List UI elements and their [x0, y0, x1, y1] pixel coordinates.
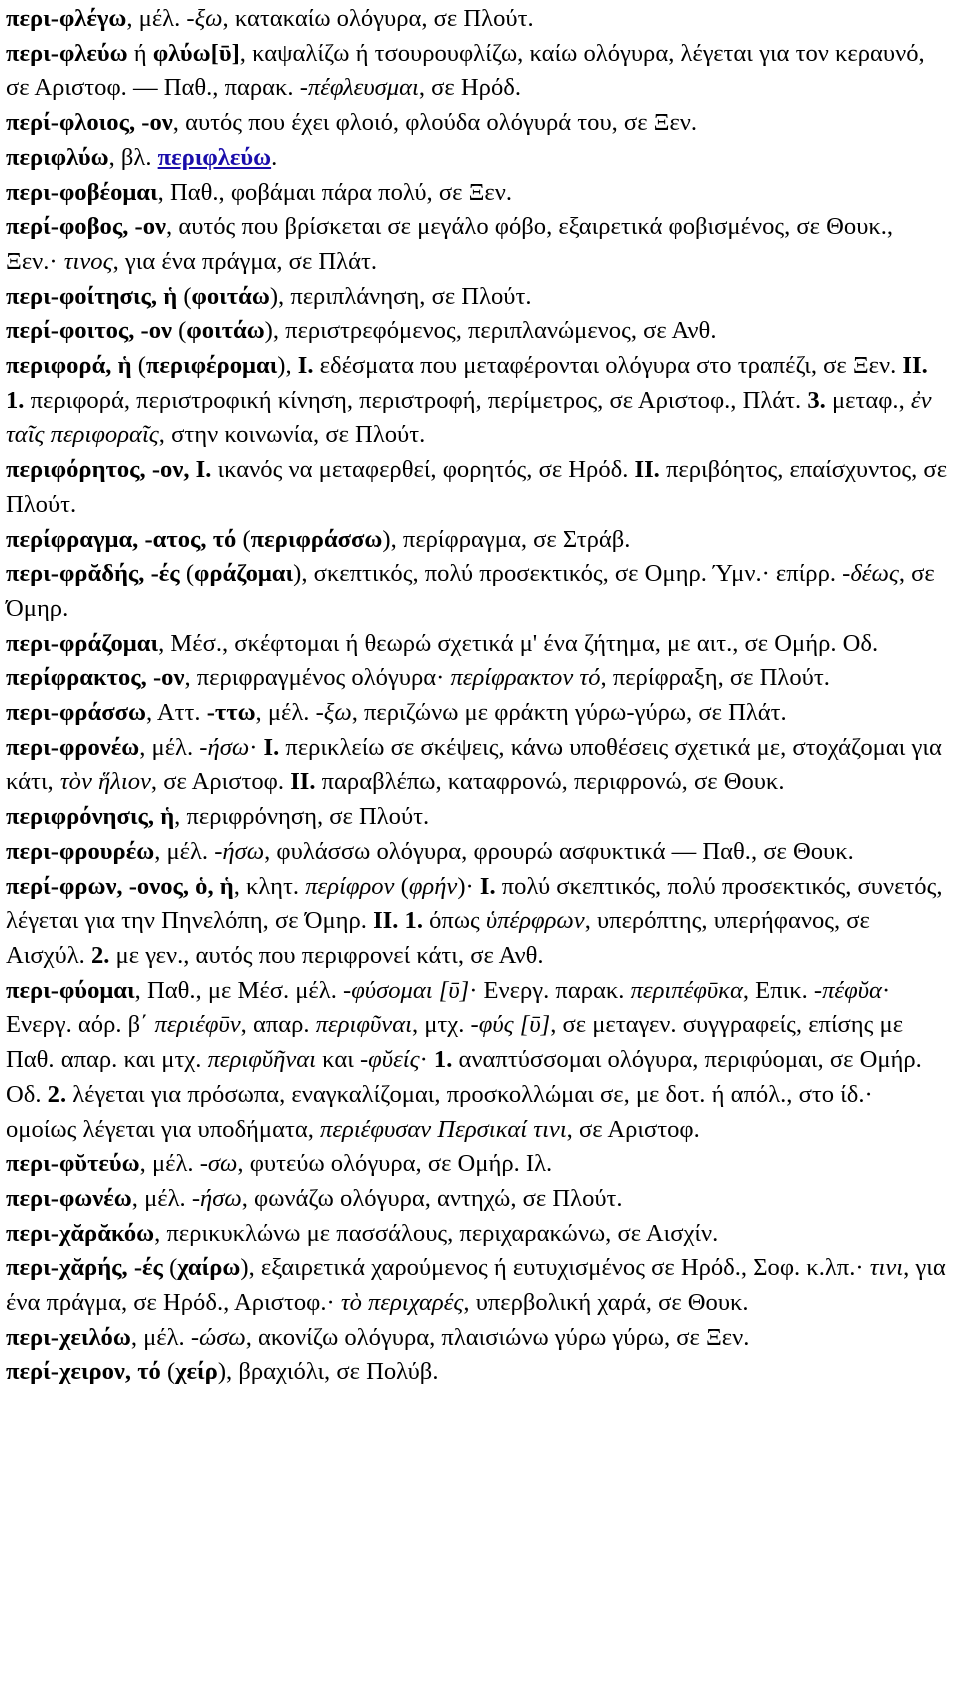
dictionary-entry	[6, 835, 948, 870]
headword-or-bold-text: περιφέρομαι	[145, 352, 278, 380]
definition-text: περιβόητος, επαίσχυντος, σε Πλούτ.	[6, 456, 948, 518]
definition-text: , περιφραγμένος ολόγυρα·	[184, 664, 451, 692]
italic-form-text: περίφρακτον τό	[450, 664, 601, 692]
definition-text: , περιφρόνηση, σε Πλούτ.	[174, 803, 430, 831]
headword-or-bold-text: περι-φωνέω	[6, 1184, 132, 1212]
dictionary-entry	[6, 1217, 948, 1252]
definition-text: , απαρ.	[240, 1011, 316, 1039]
dictionary-entry	[6, 1182, 948, 1217]
italic-form-text: περιέφυσαν Περσικαί τινι	[320, 1115, 567, 1143]
definition-text: .	[271, 143, 278, 171]
headword-or-bold-text: II. 1.	[373, 907, 423, 935]
italic-form-text: περιέφῡν	[154, 1011, 241, 1039]
italic-form-text: -ώσω	[190, 1323, 246, 1351]
definition-text: , Αττ.	[145, 699, 207, 727]
headword-or-bold-text: περι-χᾰρᾰκόω	[6, 1219, 155, 1247]
headword-or-bold-text: χείρ	[175, 1358, 218, 1386]
definition-text: (	[172, 317, 187, 345]
definition-text: , σε Αριστοφ.	[566, 1115, 700, 1143]
definition-text: , για ένα πράγμα, σε Ηρόδ., Αριστοφ.·	[6, 1254, 946, 1317]
definition-text: , βλ.	[108, 143, 158, 171]
headword-or-bold-text: περι-χᾰρής, -ές	[6, 1254, 163, 1282]
italic-form-text: -ήσω	[199, 733, 250, 761]
italic-form-text: ὑπέρφρων	[485, 907, 585, 935]
definition-text: ικανός να μεταφερθεί, φορητός, σε Ηρόδ.	[211, 456, 635, 484]
definition-text: (	[179, 560, 195, 588]
definition-text: )·	[457, 872, 480, 900]
headword-or-bold-text: περι-φρᾰδής, -ές	[6, 560, 180, 588]
definition-text: , μτχ.	[411, 1011, 471, 1039]
definition-text: , υπερόπτης, υπερήφανος, σε Αισχύλ.	[6, 907, 870, 969]
italic-form-text: περιφῠῆναι	[207, 1046, 316, 1074]
definition-text: μεταφ.,	[825, 386, 911, 414]
dictionary-entry	[6, 1355, 948, 1390]
italic-form-text: τινι	[869, 1254, 904, 1282]
headword-or-bold-text: φοιτάω	[191, 282, 270, 310]
headword-or-bold-text: περίφραγμα, -ατος, τό	[6, 525, 237, 553]
headword-or-bold-text: περί-φοβος, -ον	[6, 213, 167, 241]
definition-text: (	[394, 872, 409, 900]
definition-text: , υπερβολική χαρά, σε Θουκ.	[463, 1289, 749, 1317]
headword-or-bold-text: II.	[634, 456, 660, 484]
italic-form-text: -δέως	[842, 560, 899, 588]
definition-text: , μέλ.	[130, 1323, 191, 1351]
definition-text: , ακονίζω ολόγυρα, πλαισιώνω γύρω γύρω, σε Ξεν.	[245, 1323, 750, 1351]
headword-or-bold-text: περίφρακτος, -ον	[6, 664, 185, 692]
definition-text: με γεν., αυτός που περιφρονεί κάτι, σε Ανθ.	[109, 941, 544, 969]
definition-text: όπως	[422, 907, 486, 935]
headword-or-bold-text: περί-φοιτος, -ον	[6, 317, 173, 345]
dictionary-entry	[6, 523, 948, 558]
definition-text: πολύ σκεπτικός, πολύ προσεκτικός, συνετός, λέγεται για την Πηνελόπη, σε Όμηρ.	[6, 872, 943, 935]
definition-text: · Ενεργ. παρακ.	[469, 976, 631, 1004]
dictionary-entry	[6, 141, 948, 176]
headword-or-bold-text: -ττω	[206, 699, 256, 727]
headword-or-bold-text: περιφόρητος, -ον, I.	[6, 456, 212, 484]
italic-form-text: -πέφῠα	[813, 976, 882, 1004]
headword-or-bold-text: χαίρω	[177, 1254, 241, 1282]
headword-or-bold-text: I.	[263, 733, 280, 761]
definition-text: ·	[249, 733, 264, 761]
italic-form-text: τινος	[63, 247, 113, 275]
definition-text: ), περιστρεφόμενος, περιπλανώμενος, σε Ανθ.	[264, 317, 717, 345]
definition-text: και	[316, 1046, 360, 1074]
dictionary-entry	[6, 106, 948, 141]
headword-or-bold-text: I.	[297, 352, 314, 380]
italic-form-text: -φύς [ῡ]	[470, 1011, 551, 1039]
definition-text: (	[236, 525, 251, 553]
italic-form-text: -σω	[199, 1150, 238, 1178]
dictionary-entry	[6, 176, 948, 211]
definition-text: , περικυκλώνω με πασσάλους, περιχαρακώνω, σε Αισχίν.	[154, 1219, 719, 1247]
headword-or-bold-text: περί-φρων, -ονος, ὁ, ἡ	[6, 872, 234, 900]
definition-text: , μέλ.	[139, 1150, 200, 1178]
definition-text: , μέλ.	[126, 5, 187, 32]
italic-form-text: τὸν ἥλιον	[59, 768, 151, 796]
headword-or-bold-text: περι-φλέγω	[6, 5, 127, 32]
italic-form-text: -ξω	[186, 5, 223, 32]
dictionary-entry	[6, 557, 948, 626]
dictionary-entry	[6, 731, 948, 800]
dictionary-entry	[6, 696, 948, 731]
definition-text: περιφορά, περιστροφική κίνηση, περιστροφή, περίμετρος, σε Αριστοφ., Πλάτ.	[24, 386, 808, 414]
headword-or-bold-text: 2.	[90, 941, 110, 969]
definition-text: , κλητ.	[233, 872, 306, 900]
definition-text: , σε Όμηρ.	[6, 560, 935, 622]
definition-text: , Μέσ., σκέφτομαι ή θεωρώ σχετικά μ' ένα ζήτημα, με αιτ., σε Ομήρ. Οδ.	[158, 629, 879, 657]
headword-or-bold-text: περιφράσσω	[250, 525, 383, 553]
italic-form-text: περίφρον	[305, 872, 395, 900]
dictionary-entry	[6, 1251, 948, 1320]
headword-or-bold-text: II. 1.	[6, 352, 928, 414]
headword-or-bold-text: I.	[479, 872, 496, 900]
headword-or-bold-text: περί-φλοιος, -ον	[6, 109, 173, 137]
definition-text: , στην κοινωνία, σε Πλούτ.	[158, 421, 426, 449]
definition-text: , Επικ.	[742, 976, 814, 1004]
definition-text: , μέλ.	[154, 837, 215, 865]
headword-or-bold-text: II.	[290, 768, 316, 796]
headword-or-bold-text: περί-χειρον, τό	[6, 1358, 161, 1386]
dictionary-entry	[6, 280, 948, 315]
headword-or-bold-text: περι-φράσσω	[6, 699, 146, 727]
definition-text: εδέσματα που μεταφέρονται ολόγυρα στο τραπέζι, σε Ξεν.	[313, 352, 903, 380]
definition-text: , αυτός που βρίσκεται σε μεγάλο φόβο, εξαιρετικά φοβισμένος, σε Θουκ., Ξεν.·	[6, 213, 894, 275]
dictionary-entry	[6, 974, 948, 1148]
headword-or-bold-text: περι-φῠτεύω	[6, 1150, 140, 1178]
headword-or-bold-text: περιφρόνησις, ἡ	[6, 803, 175, 831]
italic-form-text: ἐν ταῖς περιφοραῖς	[6, 386, 932, 449]
definition-text: (	[162, 1254, 178, 1282]
definition-text: παραβλέπω, καταφρονώ, περιφρονώ, σε Θουκ.	[315, 768, 785, 796]
definition-text: , φυτεύω ολόγυρα, σε Ομήρ. Ιλ.	[237, 1150, 553, 1178]
dictionary-entry	[6, 210, 948, 279]
dictionary-entry	[6, 314, 948, 349]
headword-or-bold-text: περι-φρονέω	[6, 733, 140, 761]
headword-or-bold-text: περι-φοβέομαι	[6, 178, 158, 206]
definition-text: , σε Ηρόδ.	[418, 74, 521, 102]
headword-or-bold-text: 3.	[807, 386, 826, 414]
headword-or-bold-text: περι-φράζομαι	[6, 629, 159, 657]
definition-text: (	[131, 352, 146, 380]
dictionary-entry	[6, 800, 948, 835]
dictionary-entry	[6, 2, 948, 37]
definition-text: ·	[419, 1046, 434, 1074]
definition-text: λέγεται για πρόσωπα, εναγκαλίζομαι, προσκολλώμαι σε, με δοτ. ή απόλ., στο ίδ.· ομοίως λέγεται για υποδήματα,	[6, 1080, 873, 1143]
definition-text: περικλείω σε σκέψεις, κάνω υποθέσεις σχετικά με, στοχάζομαι για κάτι,	[6, 733, 942, 796]
headword-or-bold-text: περι-φρουρέω	[6, 837, 155, 865]
headword-or-bold-text: περι-φοίτησις, ἡ	[6, 282, 178, 310]
headword-or-bold-text: φράζομαι	[194, 560, 294, 588]
definition-text: ), βραχιόλι, σε Πολύβ.	[217, 1358, 439, 1386]
dictionary-entry	[6, 661, 948, 696]
italic-form-text: περιφῦναι	[315, 1011, 412, 1039]
definition-text: ), περίφραγμα, σε Στράβ.	[382, 525, 631, 553]
headword-or-bold-text: φλύω[ῡ]	[152, 39, 240, 67]
definition-text: , αυτός που έχει φλοιό, φλούδα ολόγυρά του, σε Ξεν.	[172, 109, 698, 137]
definition-text: (	[160, 1358, 176, 1386]
definition-text: ),	[277, 352, 298, 380]
definition-text: , φωνάζω ολόγυρα, αντηχώ, σε Πλούτ.	[241, 1184, 623, 1212]
dictionary-entry	[6, 870, 948, 974]
italic-form-text: περιπέφῡκα	[630, 976, 743, 1004]
definition-text: , σε μεταγεν. συγγραφείς, επίσης με Παθ. απαρ. και μτχ.	[6, 1011, 904, 1074]
definition-text: , περίφραξη, σε Πλούτ.	[600, 664, 830, 692]
definition-text: · Ενεργ. αόρ. β΄	[6, 976, 891, 1039]
italic-form-text: -ήσω	[214, 837, 265, 865]
italic-form-text: τὸ περιχαρές	[340, 1289, 464, 1317]
italic-form-text: -φύσομαι [ῡ]	[343, 976, 470, 1004]
dictionary-entry	[6, 627, 948, 662]
headword-or-bold-text: 1.	[433, 1046, 453, 1074]
headword-or-bold-text: περι-φύομαι	[6, 976, 135, 1004]
definition-text: αναπτύσσομαι ολόγυρα, περιφύομαι, σε Ομήρ. Οδ.	[6, 1046, 922, 1108]
headword-or-bold-text: περιφορά, ἡ	[6, 352, 132, 380]
dictionary-entry	[6, 37, 948, 106]
definition-text: ), σκεπτικός, πολύ προσεκτικός, σε Ομηρ. Ύμν.· επίρρ.	[293, 560, 843, 588]
dictionary-entry	[6, 453, 948, 522]
definition-text: , σε Αριστοφ.	[150, 768, 291, 796]
italic-form-text: -πέφλευσμαι	[299, 74, 419, 102]
definition-text: , καψαλίζω ή τσουρουφλίζω, καίω ολόγυρα, λέγεται για τον κεραυνό, σε Αριστοφ. — Παθ., παρακ.	[6, 39, 925, 102]
definition-text: , φυλάσσω ολόγυρα, φρουρώ ασφυκτικά — Παθ., σε Θουκ.	[264, 837, 854, 865]
definition-text: , κατακαίω ολόγυρα, σε Πλούτ.	[222, 5, 534, 32]
italic-form-text: φρήν	[408, 872, 458, 900]
definition-text: (	[177, 282, 192, 310]
definition-text: ή	[127, 39, 153, 67]
cross-reference-link[interactable]: περιφλεύω	[157, 143, 272, 171]
headword-or-bold-text: φοιτάω	[186, 317, 265, 345]
dictionary-entry	[6, 349, 948, 453]
definition-text: , μέλ.	[255, 699, 316, 727]
dictionary-entry	[6, 1147, 948, 1182]
italic-form-text: -ξω	[315, 699, 352, 727]
dictionary-entry	[6, 1321, 948, 1356]
italic-form-text: -ήσω	[191, 1184, 242, 1212]
definition-text: , περιζώνω με φράκτη γύρω-γύρω, σε Πλάτ.	[351, 699, 787, 727]
italic-form-text: -φῠείς	[359, 1046, 420, 1074]
headword-or-bold-text: περι-φλεύω	[6, 39, 128, 67]
headword-or-bold-text: 2.	[47, 1080, 67, 1108]
definition-text: , Παθ., φοβάμαι πάρα πολύ, σε Ξεν.	[157, 178, 512, 206]
definition-text: , Παθ., με Μέσ. μέλ.	[134, 976, 343, 1004]
definition-text: ), εξαιρετικά χαρούμενος ή ευτυχισμένος σε Ηρόδ., Σοφ. κ.λπ.·	[240, 1254, 870, 1282]
definition-text: , για ένα πράγμα, σε Πλάτ.	[112, 247, 378, 275]
definition-text: ), περιπλάνηση, σε Πλούτ.	[269, 282, 532, 310]
headword-or-bold-text: περιφλύω	[6, 143, 109, 171]
headword-or-bold-text: περι-χειλόω	[6, 1323, 131, 1351]
definition-text: , μέλ.	[131, 1184, 192, 1212]
definition-text: , μέλ.	[139, 733, 200, 761]
